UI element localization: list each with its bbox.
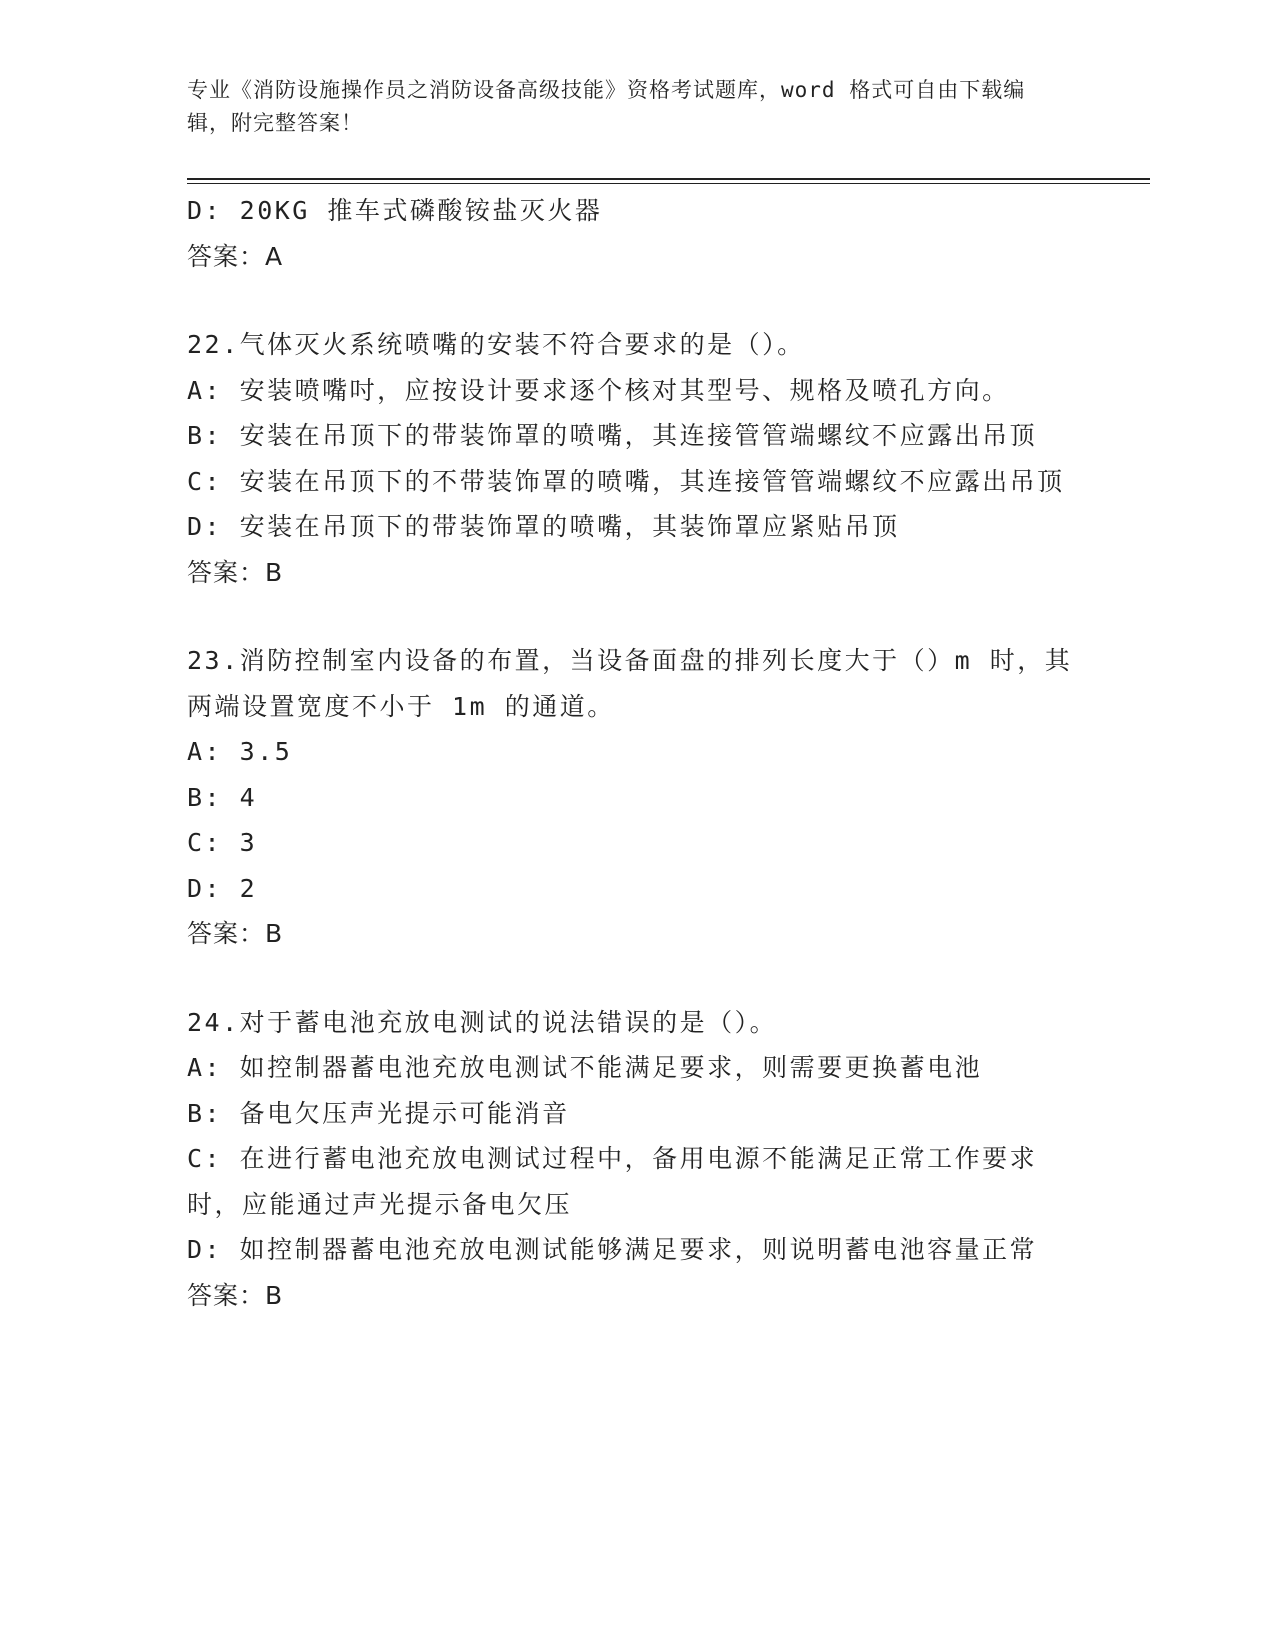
question-stem: 22.气体灭火系统喷嘴的安装不符合要求的是（）。 <box>187 330 805 359</box>
option-a: A: 安装喷嘴吋，应按设计要求逐个核对其型号、规格及喷孔方向。 <box>187 375 1010 405</box>
question-block-23 <box>187 638 1087 957</box>
option-b: B: 备电欠压声光提示可能消音 <box>187 1098 570 1128</box>
document-header: 专业《消防设施操作员之消防设备高级技能》资格考试题库，word 格式可自由下载编辑，附完整答案！ <box>187 78 1026 135</box>
question-block-22 <box>187 322 1087 595</box>
header-divider-thin <box>187 183 1150 184</box>
answer-line: 答案：B <box>187 1280 284 1310</box>
option-c: C: 安装在吊顶下的不带装饰罩的喷嘴，其连接管管端螺纹不应露出吊顶 <box>187 466 1065 496</box>
question-block-24 <box>187 1000 1087 1319</box>
option-a: A: 如控制器蓄电池充放电测试不能满足要求，则需要更换蓄电池 <box>187 1053 983 1082</box>
option-a: A: 3.5 <box>187 737 293 766</box>
option-d: D: 2 <box>187 873 258 903</box>
option-d: D: 20KG 推车式磷酸铵盐灭火器 <box>187 196 603 225</box>
question-stem: 23.消防控制室内设备的布置，当设备面盘的排列长度大于（）m 时，其两端设置宽度不小于 1m 的通道。 <box>187 646 1073 721</box>
question-block-21 <box>187 188 1087 279</box>
option-d: D: 安装在吊顶下的带装饰罩的喷嘴，其装饰罩应紧贴吊顶 <box>187 512 900 541</box>
option-d: D: 如控制器蓄电池充放电测试能够满足要求，则说明蓄电池容量正常 <box>187 1235 1038 1264</box>
question-stem: 24.对于蓄电池充放电测试的说法错误的是（）。 <box>187 1007 778 1037</box>
answer-line: 答案：B <box>187 557 284 587</box>
option-c: C: 在进行蓄电池充放电测试过程中，备用电源不能满足正常工作要求时，应能通过声光提示备电欠压 <box>187 1144 1038 1219</box>
spacer <box>187 595 1087 638</box>
spacer <box>187 279 1087 322</box>
option-c: C: 3 <box>187 828 258 857</box>
answer-line: 答案：B <box>187 919 284 948</box>
answer-line: 答案：A <box>187 241 284 271</box>
header-divider-thick <box>187 178 1150 180</box>
option-b: B: 安装在吊顶下的带装饰罩的喷嘴，其连接管管端螺纹不应露出吊顶 <box>187 421 1038 450</box>
spacer <box>187 957 1087 1000</box>
option-b: B: 4 <box>187 782 258 812</box>
question-list <box>187 188 1087 1318</box>
